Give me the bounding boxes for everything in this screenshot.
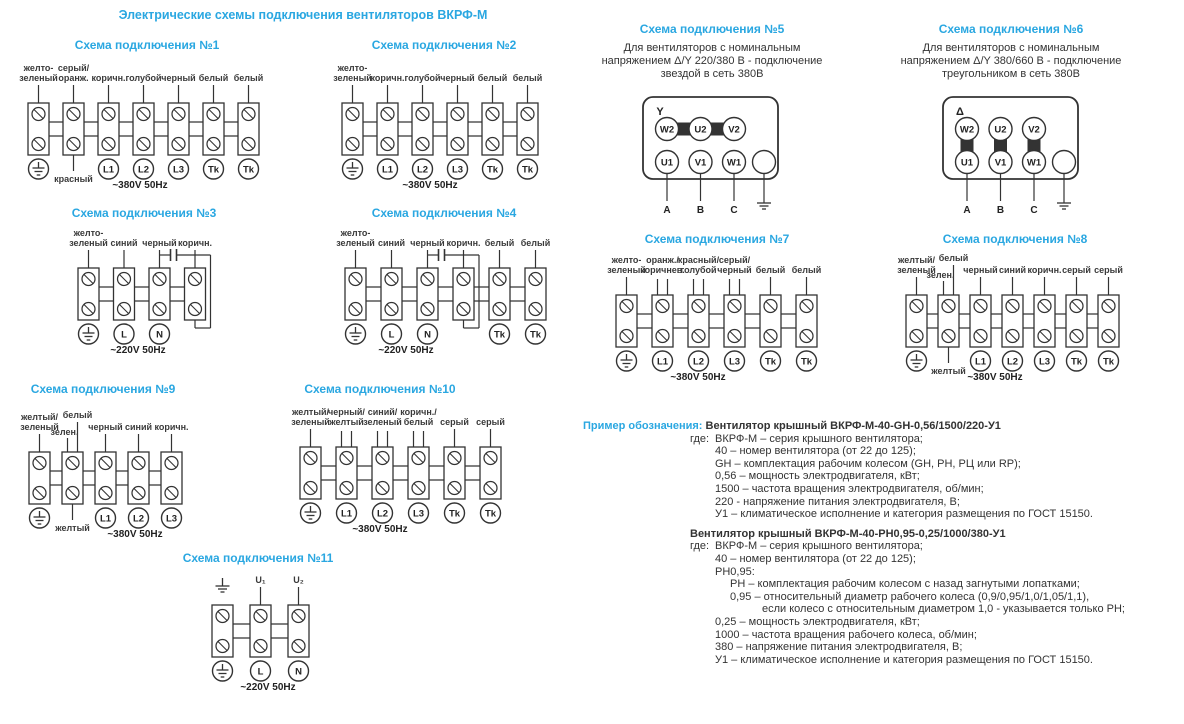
phase-terminal-L1 — [96, 508, 116, 528]
ground-terminal — [79, 324, 99, 344]
scheme-10-diagram — [291, 407, 505, 535]
terminal-block — [640, 255, 685, 371]
wire-label: белый — [512, 73, 543, 83]
terminal-block — [717, 255, 751, 371]
motor-terminal-W1 — [723, 151, 746, 174]
scheme-note-line: напряжением Δ/Y 380/660 В - подключение — [900, 55, 1122, 67]
example-label: Пример обозначения: — [583, 420, 703, 432]
motor-pin-label: V2 — [1028, 124, 1040, 136]
terminal-block — [440, 73, 474, 179]
phase-terminal-N — [418, 324, 438, 344]
terminal-block — [19, 63, 58, 179]
terminal-block — [54, 63, 93, 184]
terminal-block — [88, 422, 122, 528]
designation-line: если колесо с относительным диаметром 1,0 - указывается только РН; — [762, 603, 1125, 616]
phase-label: B — [996, 205, 1005, 216]
terminal-block — [161, 73, 195, 179]
terminal-block — [792, 265, 822, 371]
ground-terminal — [301, 503, 321, 523]
phase-terminal-label: N — [295, 666, 302, 678]
phase-terminal-L3 — [1035, 351, 1055, 371]
wire-label: синий — [377, 238, 406, 248]
motor-terminal-W2 — [956, 118, 979, 141]
phase-terminal-Tk — [1099, 351, 1119, 371]
phase-terminal-label: Tk — [484, 508, 497, 520]
motor-terminal-V2 — [1023, 118, 1046, 141]
phase-terminal-label: L3 — [172, 164, 185, 176]
phase-terminal-N — [150, 324, 170, 344]
motor-pin-label: U1 — [660, 157, 674, 169]
wire-label: зеленый — [19, 73, 58, 83]
wire-label: белый — [791, 265, 822, 275]
designation-line: 40 – номер вентилятора (от 22 до 125); — [715, 552, 916, 565]
voltage-label: ~220V 50Hz — [378, 345, 434, 356]
terminal-block — [756, 265, 786, 371]
wire-label: красный — [54, 174, 93, 184]
voltage-label: ~380V 50Hz — [402, 180, 458, 191]
motor-pin-label: U2 — [994, 124, 1007, 136]
phase-terminal-label: Tk — [521, 164, 534, 176]
designation-line: 1500 – частота вращения электродвигателя, об/мин; — [715, 482, 984, 495]
wire-label: зелен. — [926, 270, 955, 280]
scheme-2-title: Схема подключения №2 — [371, 38, 517, 52]
terminal-block — [212, 578, 233, 681]
terminal-block — [1094, 265, 1123, 371]
wire-label: зеленый — [333, 73, 372, 83]
wire-label: желтый/ — [291, 407, 330, 417]
voltage-label: ~380V 50Hz — [352, 524, 408, 535]
phase-terminal-Tk — [481, 503, 501, 523]
phase-terminal-L2 — [134, 159, 154, 179]
phase-terminal-label: Tk — [800, 356, 813, 368]
wire-label: зеленый — [336, 238, 375, 248]
terminal-block — [91, 73, 125, 179]
terminal-block — [378, 238, 405, 344]
designation-line: 1000 – частота вращения рабочего колеса, об/мин; — [715, 628, 977, 641]
scheme-note-line: звездой в сеть 380В — [660, 68, 764, 80]
ground-terminal — [213, 661, 233, 681]
wire-label: коричн. — [177, 238, 213, 248]
ground-terminal — [346, 324, 366, 344]
scheme-note-line: Для вентиляторов с номинальным — [623, 42, 801, 54]
wire-label: черный — [88, 422, 123, 432]
wire-label: черный — [963, 265, 998, 275]
wire-label: зеленый — [291, 417, 330, 427]
scheme-8-diagram — [897, 253, 1123, 383]
wire-label: желто- — [340, 228, 371, 238]
terminal-block — [178, 238, 212, 320]
wire-label: коричн. — [1027, 265, 1062, 275]
wire-label: зеленый — [607, 265, 646, 275]
phase-terminal-label: L3 — [451, 164, 464, 176]
earth-icon — [216, 578, 230, 592]
wire-label: зеленый — [20, 422, 59, 432]
motor-terminal-V1 — [989, 151, 1012, 174]
terminal-block — [521, 238, 551, 344]
phase-terminal-label: L2 — [137, 164, 150, 176]
phase-terminal-label: Tk — [529, 329, 542, 341]
scheme-6-description — [891, 42, 1131, 81]
phase-terminal-L3 — [725, 351, 745, 371]
scheme-11-diagram — [212, 575, 309, 693]
phase-terminal-L3 — [162, 508, 182, 528]
wire-label: красный/ — [677, 255, 720, 265]
scheme-10-title: Схема подключения №10 — [304, 382, 456, 396]
winding-symbol: Y — [656, 106, 664, 118]
wire-label: коричн. — [370, 73, 405, 83]
phase-terminal-L3 — [409, 503, 429, 523]
phase-terminal-label: L — [121, 329, 127, 341]
ground-terminal — [30, 508, 50, 528]
wire-label: серый — [1062, 265, 1091, 275]
voltage-label: ~380V 50Hz — [107, 529, 163, 540]
wire-label: зеленый — [69, 238, 108, 248]
terminal-block — [142, 238, 176, 344]
phase-terminal-L2 — [689, 351, 709, 371]
wire-label: желто- — [73, 228, 104, 238]
wire-label: серый — [476, 417, 505, 427]
motor-pin-label: V1 — [994, 157, 1007, 169]
wire-label: серый/ — [57, 63, 90, 73]
voltage-label: ~220V 50Hz — [110, 345, 166, 356]
ground-terminal — [29, 159, 49, 179]
wire-label: голубой — [404, 73, 441, 83]
phase-terminal-L2 — [373, 503, 393, 523]
phase-terminal-Tk — [797, 351, 817, 371]
wire-label: черный — [161, 73, 196, 83]
phase-terminal-label: L3 — [412, 508, 425, 520]
scheme-1-diagram — [19, 63, 263, 191]
terminal-block — [478, 73, 508, 179]
motor-terminal-V2 — [723, 118, 746, 141]
wire-label: серый/ — [718, 255, 751, 265]
phase-terminal-label: L1 — [99, 513, 112, 525]
terminal-block — [328, 407, 365, 523]
wire-label: зеленый — [897, 265, 936, 275]
motor-terminal-V1 — [689, 151, 712, 174]
scheme-note-line: Для вентиляторов с номинальным — [922, 42, 1100, 54]
wire-label: зелен. — [50, 427, 79, 437]
phase-terminal-label: L3 — [165, 513, 178, 525]
scheme-5-diagram — [643, 97, 778, 216]
phase-terminal-L1 — [653, 351, 673, 371]
terminal-block — [336, 228, 375, 344]
example-heading-line — [583, 420, 1184, 433]
voltage-label: ~380V 50Hz — [112, 180, 168, 191]
terminal-block — [678, 255, 720, 371]
wire-label: синий — [110, 238, 138, 248]
scheme-5-title: Схема подключения №5 — [639, 22, 785, 36]
wire-label: белый — [484, 238, 515, 248]
wire-label: черный — [717, 265, 752, 275]
phase-terminal-label: L — [257, 666, 264, 678]
designation-line: 0,25 – мощность электродвигателя, кВт; — [715, 615, 920, 628]
wire-label: желто- — [337, 63, 368, 73]
phase-label: C — [1030, 205, 1038, 216]
scheme-9-diagram — [20, 410, 189, 540]
designation-line: У1 – климатическое исполнение и категория размещения по ГОСТ 15150. — [715, 508, 1093, 521]
phase-terminal-L — [251, 661, 271, 681]
motor-terminal-W2 — [656, 118, 679, 141]
wire-label: черный — [142, 238, 177, 248]
terminal-block — [288, 575, 309, 681]
phase-terminal-label: Tk — [207, 164, 220, 176]
wire-label: зеленый — [363, 417, 402, 427]
scheme-11-title: Схема подключения №11 — [182, 551, 334, 565]
scheme-9-title: Схема подключения №9 — [30, 382, 176, 396]
wire-label: белый — [403, 417, 434, 427]
phase-terminal-L2 — [413, 159, 433, 179]
motor-terminal-U2 — [989, 118, 1012, 141]
wire-label: белый — [62, 410, 93, 420]
wire-label: желто- — [23, 63, 54, 73]
phase-terminal-Tk — [518, 159, 538, 179]
terminal-block — [476, 417, 505, 523]
wire-label: белый — [477, 73, 508, 83]
wire-label: черный — [410, 238, 445, 248]
phase-terminal-Tk — [490, 324, 510, 344]
wire-label: голубой — [125, 73, 162, 83]
scheme-7-title: Схема подключения №7 — [644, 232, 790, 246]
phase-terminal-label: L — [388, 329, 395, 341]
phase-terminal-L1 — [337, 503, 357, 523]
wire-label: голубой — [680, 265, 717, 275]
ground-terminal — [907, 351, 927, 371]
wire-label: желто- — [611, 255, 642, 265]
terminal-block — [440, 417, 469, 523]
terminal-block — [513, 73, 543, 179]
phase-terminal-Tk — [445, 503, 465, 523]
scheme-3-title: Схема подключения №3 — [71, 206, 217, 220]
scheme-note-line: напряжением Δ/Y 220/380 В - подключение — [601, 55, 823, 67]
terminal-block — [363, 407, 402, 523]
ground-terminal — [343, 159, 363, 179]
phase-terminal-label: N — [424, 329, 431, 341]
phase-terminal-L1 — [99, 159, 119, 179]
phase-terminal-Tk — [526, 324, 546, 344]
motor-terminal-empty — [1053, 151, 1076, 174]
wire-label: желтый/ — [20, 412, 59, 422]
phase-terminal-label: Tk — [242, 164, 255, 176]
designation-line: GH – комплектация рабочим колесом (GH, PH, РЦ или RP); — [715, 457, 1021, 470]
gde-label: где: — [690, 540, 710, 553]
wire-label: белый — [520, 238, 551, 248]
scheme-4-title: Схема подключения №4 — [371, 206, 517, 220]
ground-terminal — [617, 351, 637, 371]
wire-label: черный/ — [328, 407, 365, 417]
wire-label: коричн. — [91, 73, 126, 83]
phase-label: A — [663, 205, 671, 216]
wire-label: серый — [1094, 265, 1123, 275]
designation-line: 40 – номер вентилятора (от 22 до 125); — [715, 445, 916, 458]
scheme-note-line: треугольником в сеть 380В — [941, 68, 1080, 80]
phase-terminal-Tk — [239, 159, 259, 179]
phase-terminal-label: L2 — [416, 164, 429, 176]
gde-label: где: — [690, 432, 710, 445]
phase-terminal-label: Tk — [486, 164, 499, 176]
terminal-block — [154, 422, 188, 528]
phase-terminal-label: L1 — [974, 356, 987, 368]
terminal-block — [446, 238, 480, 320]
terminal-block — [125, 73, 161, 179]
scheme-7-diagram — [607, 255, 821, 383]
scheme-3-diagram — [69, 228, 212, 356]
voltage-label: ~220V 50Hz — [240, 682, 296, 693]
designation-line: У1 – климатическое исполнение и категория размещения по ГОСТ 15150. — [715, 653, 1093, 666]
wire-label: серый — [440, 417, 469, 427]
wire-label: желтый — [329, 417, 364, 427]
phase-terminal-label: Tk — [1070, 356, 1083, 368]
designation-line: РН – комплектация рабочим колесом с назад загнутыми лопатками; — [730, 578, 1080, 591]
terminal-block — [999, 265, 1026, 371]
phase-terminal-L2 — [129, 508, 149, 528]
wire-label: белый — [233, 73, 264, 83]
designation-line: РН0,95: — [715, 565, 755, 578]
phase-terminal-Tk — [204, 159, 224, 179]
page-title: Электрические схемы подключения вентиляторов ВКРФ-М — [118, 8, 488, 22]
phase-terminal-label: Tk — [493, 329, 506, 341]
wire-label: синий — [124, 422, 153, 432]
phase-terminal-label: L1 — [102, 164, 115, 176]
motor-terminal-U1 — [956, 151, 979, 174]
motor-terminal-empty — [753, 151, 776, 174]
terminal-block — [370, 73, 404, 179]
voltage-label: ~380V 50Hz — [967, 372, 1023, 383]
phase-terminal-label: L1 — [340, 508, 353, 520]
wire-label: коричн. — [154, 422, 189, 432]
phase-terminal-Tk — [761, 351, 781, 371]
phase-terminal-N — [289, 661, 309, 681]
terminal-block — [69, 228, 108, 344]
scheme-4-diagram — [336, 228, 550, 356]
designation-example — [583, 420, 1184, 666]
phase-terminal-label: L1 — [656, 356, 669, 368]
phase-terminal-L — [114, 324, 134, 344]
terminal-block — [199, 73, 229, 179]
motor-terminal-W1 — [1023, 151, 1046, 174]
motor-pin-label: U1 — [960, 157, 974, 169]
designation-line: 220 - напряжение питания электродвигателя, В; — [715, 495, 960, 508]
motor-terminal-U1 — [656, 151, 679, 174]
designation-line: где: ВКРФ-М – серия крышного вентилятора; — [690, 432, 923, 445]
wire-label: коричнев. — [640, 265, 685, 275]
wire-label: коричн. — [446, 238, 481, 248]
scheme-6-diagram — [943, 97, 1078, 216]
motor-pin-label: V1 — [694, 157, 707, 169]
wire-label: оранж./ — [646, 255, 679, 265]
wire-label: белый — [938, 253, 969, 263]
terminal-block — [404, 73, 440, 179]
terminal-block — [125, 422, 152, 528]
wire-label: оранж. — [58, 73, 89, 83]
terminal-block — [234, 73, 264, 179]
phase-terminal-label: L2 — [376, 508, 389, 520]
phase-terminal-label: L1 — [381, 164, 394, 176]
motor-pin-label: W1 — [726, 157, 742, 169]
voltage-label: ~380V 50Hz — [670, 372, 726, 383]
phase-terminal-L — [382, 324, 402, 344]
phase-terminal-L2 — [1003, 351, 1023, 371]
designation-title: Вентилятор крышный ВКРФ-М-40-РН0,95-0,25/1000/380-У1 — [690, 527, 1006, 540]
phase-terminal-label: N — [156, 329, 163, 341]
terminal-block — [963, 265, 997, 371]
phase-label: C — [730, 205, 738, 216]
phase-terminal-L3 — [169, 159, 189, 179]
phase-terminal-L1 — [378, 159, 398, 179]
motor-pin-label: W1 — [1026, 157, 1042, 169]
phase-terminal-label: Tk — [448, 508, 461, 520]
phase-terminal-Tk — [483, 159, 503, 179]
scheme-1-title: Схема подключения №1 — [74, 38, 220, 52]
wire-label: синий/ — [367, 407, 398, 417]
motor-pin-label: U2 — [694, 124, 707, 136]
motor-pin-label: W2 — [659, 124, 675, 136]
wire-label: черный — [440, 73, 475, 83]
designation-line: 380 – напряжение питания электродвигателя, В; — [715, 641, 963, 654]
terminal-block — [250, 575, 271, 681]
phase-terminal-label: L3 — [728, 356, 741, 368]
designation-line: 0,56 – мощность электродвигателя, кВт; — [715, 470, 920, 483]
terminal-block — [1027, 265, 1061, 371]
phase-label: B — [696, 205, 705, 216]
terminal-block — [110, 238, 137, 344]
designation-line: где: ВКРФ-М – серия крышного вентилятора; — [690, 540, 923, 553]
phase-terminal-label: Tk — [1102, 356, 1115, 368]
wire-label: U₁ — [255, 575, 266, 585]
terminal-block — [485, 238, 515, 344]
scheme-6-title: Схема подключения №6 — [938, 22, 1084, 36]
phase-terminal-label: Tk — [764, 356, 777, 368]
wire-label: синий — [998, 265, 1027, 275]
designation-line: 0,95 – относительный диаметр рабочего колеса (0,9/0,95/1,0/1,05/1,1), — [730, 590, 1090, 603]
terminal-block — [400, 407, 437, 523]
scheme-2-diagram — [333, 63, 542, 191]
wire-label: U₂ — [293, 575, 304, 585]
wire-label: желтый — [931, 366, 966, 376]
scheme-8-title: Схема подключения №8 — [942, 232, 1088, 246]
scheme-5-description — [592, 42, 832, 81]
phase-terminal-label: L2 — [692, 356, 705, 368]
terminal-block — [410, 238, 444, 344]
terminal-block — [1062, 265, 1091, 371]
winding-symbol: Δ — [956, 106, 964, 118]
motor-pin-label: V2 — [728, 124, 740, 136]
designation-title: Вентилятор крышный ВКРФ-М-40-GH-0,56/1500/220-У1 — [705, 420, 1001, 432]
phase-terminal-label: L2 — [132, 513, 145, 525]
terminal-block — [333, 63, 372, 179]
phase-label: A — [963, 205, 971, 216]
wire-label: желтый — [55, 523, 90, 533]
phase-terminal-label: L3 — [1038, 356, 1051, 368]
wire-label: белый — [198, 73, 229, 83]
wire-label: белый — [755, 265, 786, 275]
phase-terminal-L3 — [448, 159, 468, 179]
motor-terminal-U2 — [689, 118, 712, 141]
terminal-block — [291, 407, 330, 523]
phase-terminal-L1 — [971, 351, 991, 371]
motor-pin-label: W2 — [959, 124, 975, 136]
wire-label: желтый/ — [897, 255, 936, 265]
wire-label: коричн./ — [400, 407, 437, 417]
phase-terminal-label: L2 — [1006, 356, 1019, 368]
phase-terminal-Tk — [1067, 351, 1087, 371]
